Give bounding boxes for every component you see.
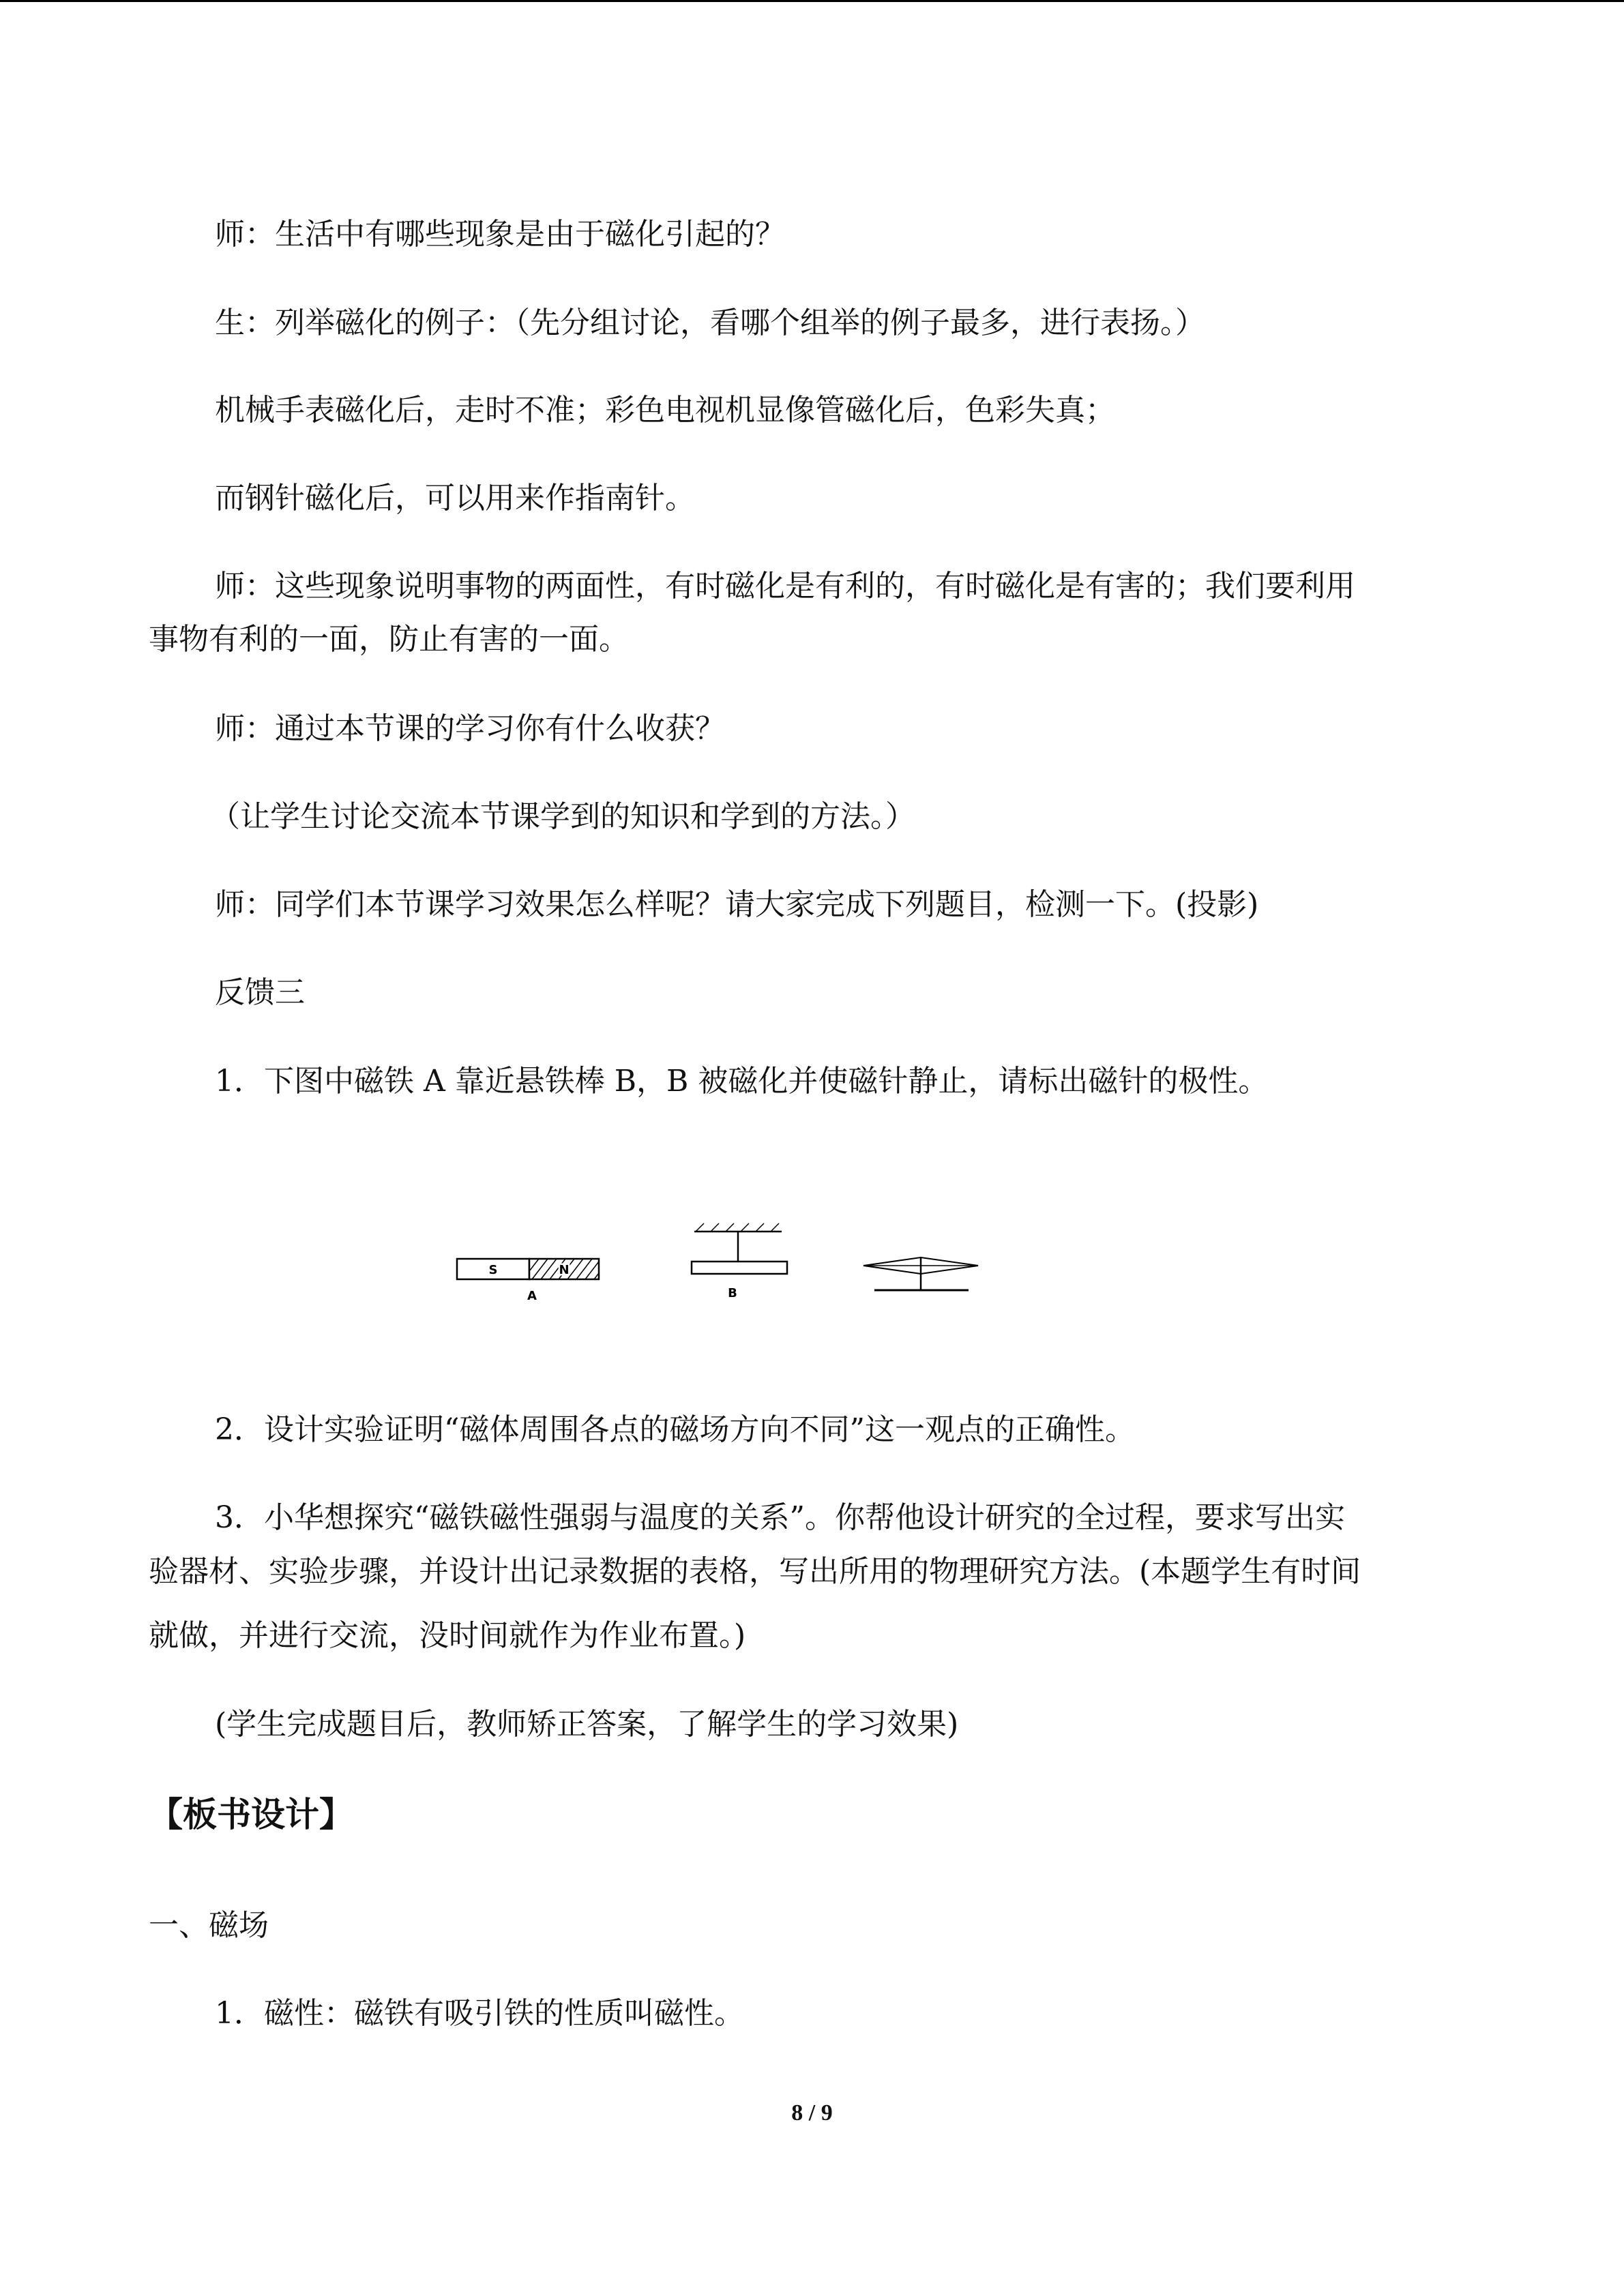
paragraph-student-examples: 生：列举磁化的例子：（先分组讨论，看哪个组举的例子最多，进行表扬。） [215,305,1205,340]
paragraph-watch-tv-example: 机械手表磁化后，走时不准；彩色电视机显像管磁化后，色彩失真； [215,393,1115,428]
paragraph-discussion: （让学生讨论交流本节课学到的知识和学到的方法。） [210,799,915,834]
question-3-line2: 验器材、实验步骤，并设计出记录数据的表格，写出所用的物理研究方法。(本题学生有时间 [149,1554,1361,1589]
question-3-line1: 3．小华想探究“磁铁磁性强弱与温度的关系”。你帮他设计研究的全过程，要求写出实 [215,1500,1345,1535]
iron-bar [692,1262,787,1274]
page-top-border [0,0,1624,2]
question-1: 1．下图中磁铁 A 靠近悬铁棒 B，B 被磁化并使磁针静止，请标出磁针的极性。 [215,1064,1269,1099]
compass-needle [863,1257,978,1290]
magnet-s-label: S [488,1263,498,1277]
magnet-n-label: N [559,1263,570,1277]
paragraph-exercise-intro: 师：同学们本节课学习效果怎么样呢？请大家完成下列题目，检测一下。(投影) [215,887,1259,922]
iron-bar-b [692,1223,787,1300]
iron-bar-b-label: B [728,1286,737,1300]
paragraph-feedback-three: 反馈三 [215,975,305,1010]
question-2: 2．设计实验证明“磁体周围各点的磁场方向不同”这一观点的正确性。 [215,1412,1135,1447]
section-heading-board-design: 【板书设计】 [149,1795,353,1834]
paragraph-teacher-question: 师：生活中有哪些现象是由于磁化引起的？ [215,217,785,252]
ceiling-hatching [696,1223,779,1232]
page-number: 8 / 9 [791,2100,833,2126]
paragraph-needle-example: 而钢针磁化后，可以用来作指南针。 [215,481,695,516]
magnet-a [457,1259,599,1303]
item-magnetism-definition: 1．磁性：磁铁有吸引铁的性质叫磁性。 [215,1996,744,2031]
paragraph-two-sides-line2: 事物有利的一面，防止有害的一面。 [149,622,629,657]
question-3-line3: 就做，并进行交流，没时间就作为作业布置。) [149,1618,746,1653]
paragraph-two-sides-line1: 师：这些现象说明事物的两面性，有时磁化是有利的，有时磁化是有害的；我们要利用 [215,569,1355,603]
section-magnetic-field: 一、磁场 [149,1908,269,1943]
magnet-a-label: A [527,1289,537,1303]
magnet-figure [450,1214,1009,1323]
paragraph-answer-correction: (学生完成题目后，教师矫正答案，了解学生的学习效果) [215,1707,959,1742]
paragraph-harvest-question: 师：通过本节课的学习你有什么收获？ [215,711,725,746]
